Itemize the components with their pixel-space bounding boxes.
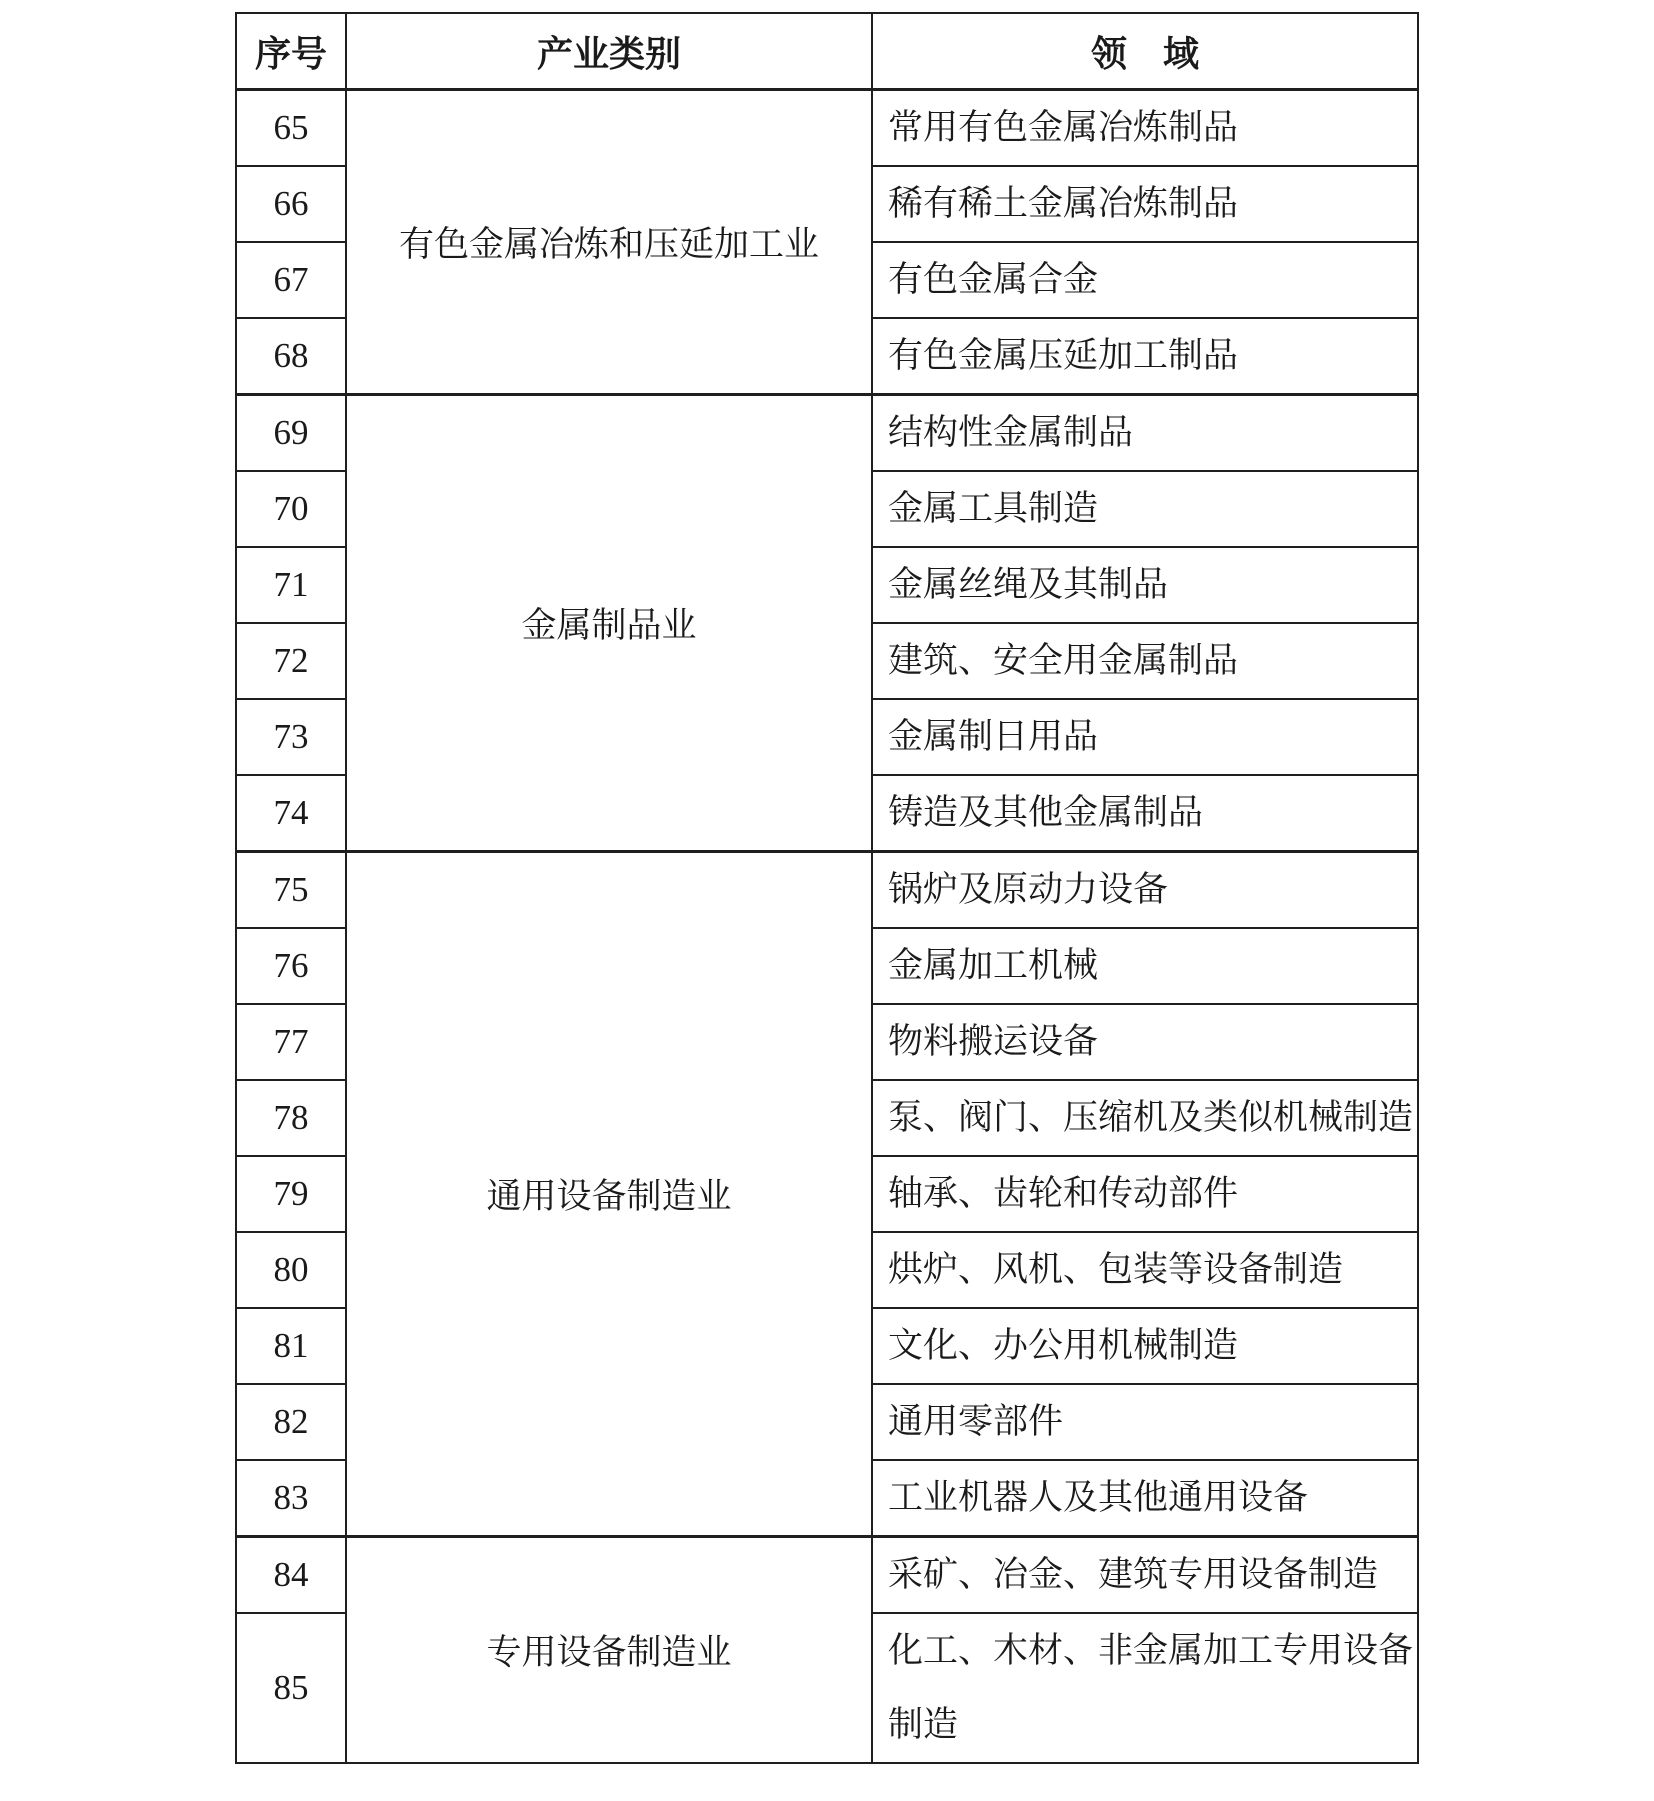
row-number-cell: 67 — [236, 242, 346, 318]
field-cell: 文化、办公用机械制造 — [872, 1308, 1418, 1384]
field-cell: 锅炉及原动力设备 — [872, 852, 1418, 929]
row-number-cell: 83 — [236, 1460, 346, 1537]
field-cell: 有色金属压延加工制品 — [872, 318, 1418, 395]
header-col-category: 产业类别 — [346, 13, 872, 90]
field-cell: 有色金属合金 — [872, 242, 1418, 318]
row-number-cell: 75 — [236, 852, 346, 929]
table-row — [236, 1537, 1418, 1614]
field-cell: 铸造及其他金属制品 — [872, 775, 1418, 852]
category-cell: 金属制品业 — [346, 395, 872, 852]
header-row — [236, 13, 1418, 90]
field-cell: 金属制日用品 — [872, 699, 1418, 775]
row-number-cell: 79 — [236, 1156, 346, 1232]
row-number-cell: 85 — [236, 1613, 346, 1763]
row-number-cell: 70 — [236, 471, 346, 547]
category-cell: 通用设备制造业 — [346, 852, 872, 1537]
field-cell: 化工、木材、非金属加工专用设备制造 — [872, 1613, 1418, 1763]
field-cell: 金属丝绳及其制品 — [872, 547, 1418, 623]
table-row — [236, 852, 1418, 929]
row-number-cell: 72 — [236, 623, 346, 699]
row-number-cell: 73 — [236, 699, 346, 775]
field-cell: 结构性金属制品 — [872, 395, 1418, 472]
row-number-cell: 74 — [236, 775, 346, 852]
row-number-cell: 65 — [236, 90, 346, 167]
field-cell: 通用零部件 — [872, 1384, 1418, 1460]
row-number-cell: 81 — [236, 1308, 346, 1384]
row-number-cell: 71 — [236, 547, 346, 623]
row-number-cell: 68 — [236, 318, 346, 395]
row-number-cell: 77 — [236, 1004, 346, 1080]
row-number-cell: 82 — [236, 1384, 346, 1460]
row-number-cell: 78 — [236, 1080, 346, 1156]
row-number-cell: 69 — [236, 395, 346, 472]
field-cell: 工业机器人及其他通用设备 — [872, 1460, 1418, 1537]
field-cell: 建筑、安全用金属制品 — [872, 623, 1418, 699]
field-cell: 轴承、齿轮和传动部件 — [872, 1156, 1418, 1232]
field-cell: 采矿、冶金、建筑专用设备制造 — [872, 1537, 1418, 1614]
category-cell: 有色金属冶炼和压延加工业 — [346, 90, 872, 395]
document-page — [0, 12, 1654, 1801]
field-cell: 金属工具制造 — [872, 471, 1418, 547]
field-cell: 常用有色金属冶炼制品 — [872, 90, 1418, 167]
row-number-cell: 76 — [236, 928, 346, 1004]
field-cell: 金属加工机械 — [872, 928, 1418, 1004]
industry-table — [235, 12, 1419, 1764]
table-row — [236, 395, 1418, 472]
field-cell: 稀有稀土金属冶炼制品 — [872, 166, 1418, 242]
row-number-cell: 80 — [236, 1232, 346, 1308]
category-cell: 专用设备制造业 — [346, 1537, 872, 1764]
row-number-cell: 66 — [236, 166, 346, 242]
header-col-index: 序号 — [236, 13, 346, 90]
field-cell: 物料搬运设备 — [872, 1004, 1418, 1080]
row-number-cell: 84 — [236, 1537, 346, 1614]
table-row — [236, 90, 1418, 167]
field-cell: 烘炉、风机、包装等设备制造 — [872, 1232, 1418, 1308]
header-col-field: 领 域 — [872, 13, 1418, 90]
field-cell: 泵、阀门、压缩机及类似机械制造 — [872, 1080, 1418, 1156]
